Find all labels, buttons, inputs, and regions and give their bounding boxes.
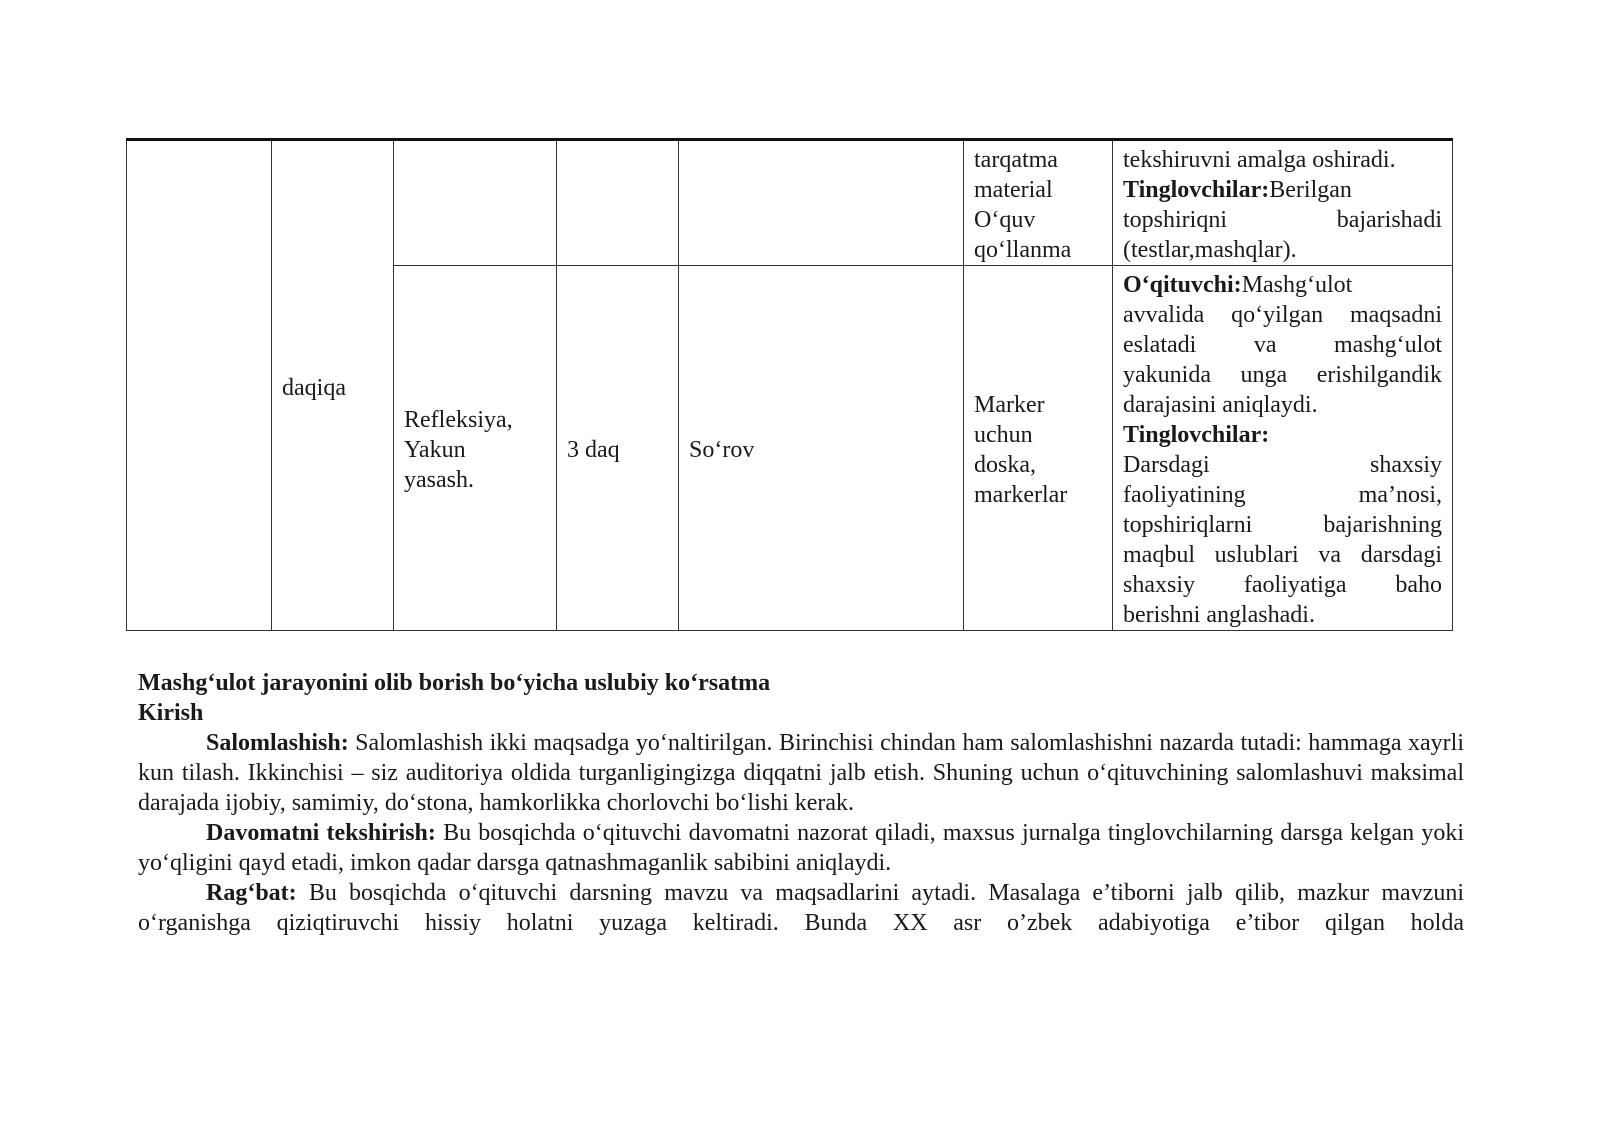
materials-line: doska,: [974, 452, 1036, 478]
method-cell: [679, 140, 964, 266]
paragraph-label: Salomlashish:: [206, 730, 349, 756]
description-line: yakunida unga erishilgandik: [1123, 362, 1442, 388]
description-line: faoliyatining ma’nosi,: [1123, 482, 1442, 508]
materials-line: material: [974, 177, 1053, 203]
method-text: So‘rov: [689, 437, 755, 463]
materials-line: qo‘llanma: [974, 237, 1072, 263]
description-line: eslatadi va mashg‘ulot: [1123, 332, 1442, 358]
description-line: tekshiruvni amalga oshiradi.: [1123, 147, 1396, 173]
paragraph-attendance: [138, 818, 1464, 878]
stage-line: yasash.: [404, 467, 474, 493]
stage-line: Refleksiya,: [404, 407, 513, 433]
listeners-label: Tinglovchilar:: [1123, 177, 1270, 203]
duration-unit-text: daqiqa: [282, 374, 346, 401]
table-row: [127, 140, 1453, 266]
materials-line: markerlar: [974, 482, 1068, 508]
stage-line: Yakun: [404, 437, 466, 463]
description-line: darajasini aniqlaydi.: [1123, 392, 1318, 418]
description-cell: [1113, 266, 1453, 631]
teacher-label: O‘qituvchi:: [1123, 272, 1242, 298]
paragraph-greeting: [138, 728, 1464, 818]
time-cell: [557, 140, 679, 266]
description-line: O‘qituvchi:Mashg‘ulot: [1123, 272, 1353, 298]
materials-line: O‘quv: [974, 207, 1036, 233]
body-text: [138, 668, 1464, 938]
materials-line: tarqatma: [974, 147, 1058, 173]
paragraph-label: Rag‘bat:: [206, 880, 297, 906]
method-cell: [679, 266, 964, 631]
description-line: Tinglovchilar:Berilgan: [1123, 177, 1352, 203]
description-line: [1123, 420, 1442, 450]
duration-unit-cell: [272, 140, 394, 631]
description-line: shaxsiy faoliyatiga baho: [1123, 572, 1442, 598]
paragraph-text: Salomlashish ikki maqsadga yo‘naltirilgan. Birinchisi chindan ham salomlashishni nazarda tutadi: hammaga xayrli kun tilash. Ikkinchisi – siz auditoriya oldida turganligingizga diqqatni jalb etish. Shuning uchun o‘qituvchining salomlashuvi maksimal darajada ijobiy, samimiy, do‘stona, hamkorlikka chorlovchi bo‘lishi kerak.: [138, 730, 1464, 816]
lesson-plan-table: [126, 138, 1453, 631]
time-cell: [557, 266, 679, 631]
empty-cell: [127, 140, 272, 631]
description-line: avvalida qo‘yilgan maqsadni: [1123, 302, 1442, 328]
materials-cell: [964, 140, 1113, 266]
description-cell: [1113, 140, 1453, 266]
materials-cell: [964, 266, 1113, 631]
stage-cell: [394, 266, 557, 631]
paragraph-motivation: [138, 878, 1464, 938]
materials-line: uchun: [974, 422, 1033, 448]
section-heading: Mashg‘ulot jarayonini olib borish bo‘yicha uslubiy ko‘rsatma: [138, 670, 771, 696]
description-line: topshiriqlarni bajarishning: [1123, 512, 1442, 538]
description-line: topshiriqni bajarishadi: [1123, 207, 1442, 233]
description-line: (testlar,mashqlar).: [1123, 237, 1297, 263]
paragraph-text: Bu bosqichda o‘qituvchi darsning mavzu va maqsadlarini aytadi. Masalaga e’tiborni jalb qilib, mazkur mavzuni o‘rganishga qiziqtiruvchi hissiy holatni yuzaga keltiradi. Bunda XX asr o’zbek adabiyotiga e’tibor qilgan holda: [138, 880, 1464, 936]
paragraph-text: Bu bosqichda o‘qituvchi davomatni nazorat qiladi, maxsus jurnalga tinglovchilarning darsga kelgan yoki yo‘qligini qayd etadi, imkon qadar darsga qatnashmaganlik sabibini aniqlaydi.: [138, 820, 1465, 876]
stage-cell: [394, 140, 557, 266]
description-line: maqbul uslublari va darsdagi: [1123, 542, 1442, 568]
materials-line: Marker: [974, 392, 1045, 418]
paragraph-label: Davomatni tekshirish:: [206, 820, 436, 846]
description-line: berishni anglashadi.: [1123, 602, 1315, 628]
subsection-heading: Kirish: [138, 700, 204, 726]
listeners-label: Tinglovchilar:: [1123, 422, 1270, 448]
description-line: Darsdagi shaxsiy: [1123, 452, 1442, 478]
time-text: 3 daq: [567, 437, 620, 463]
